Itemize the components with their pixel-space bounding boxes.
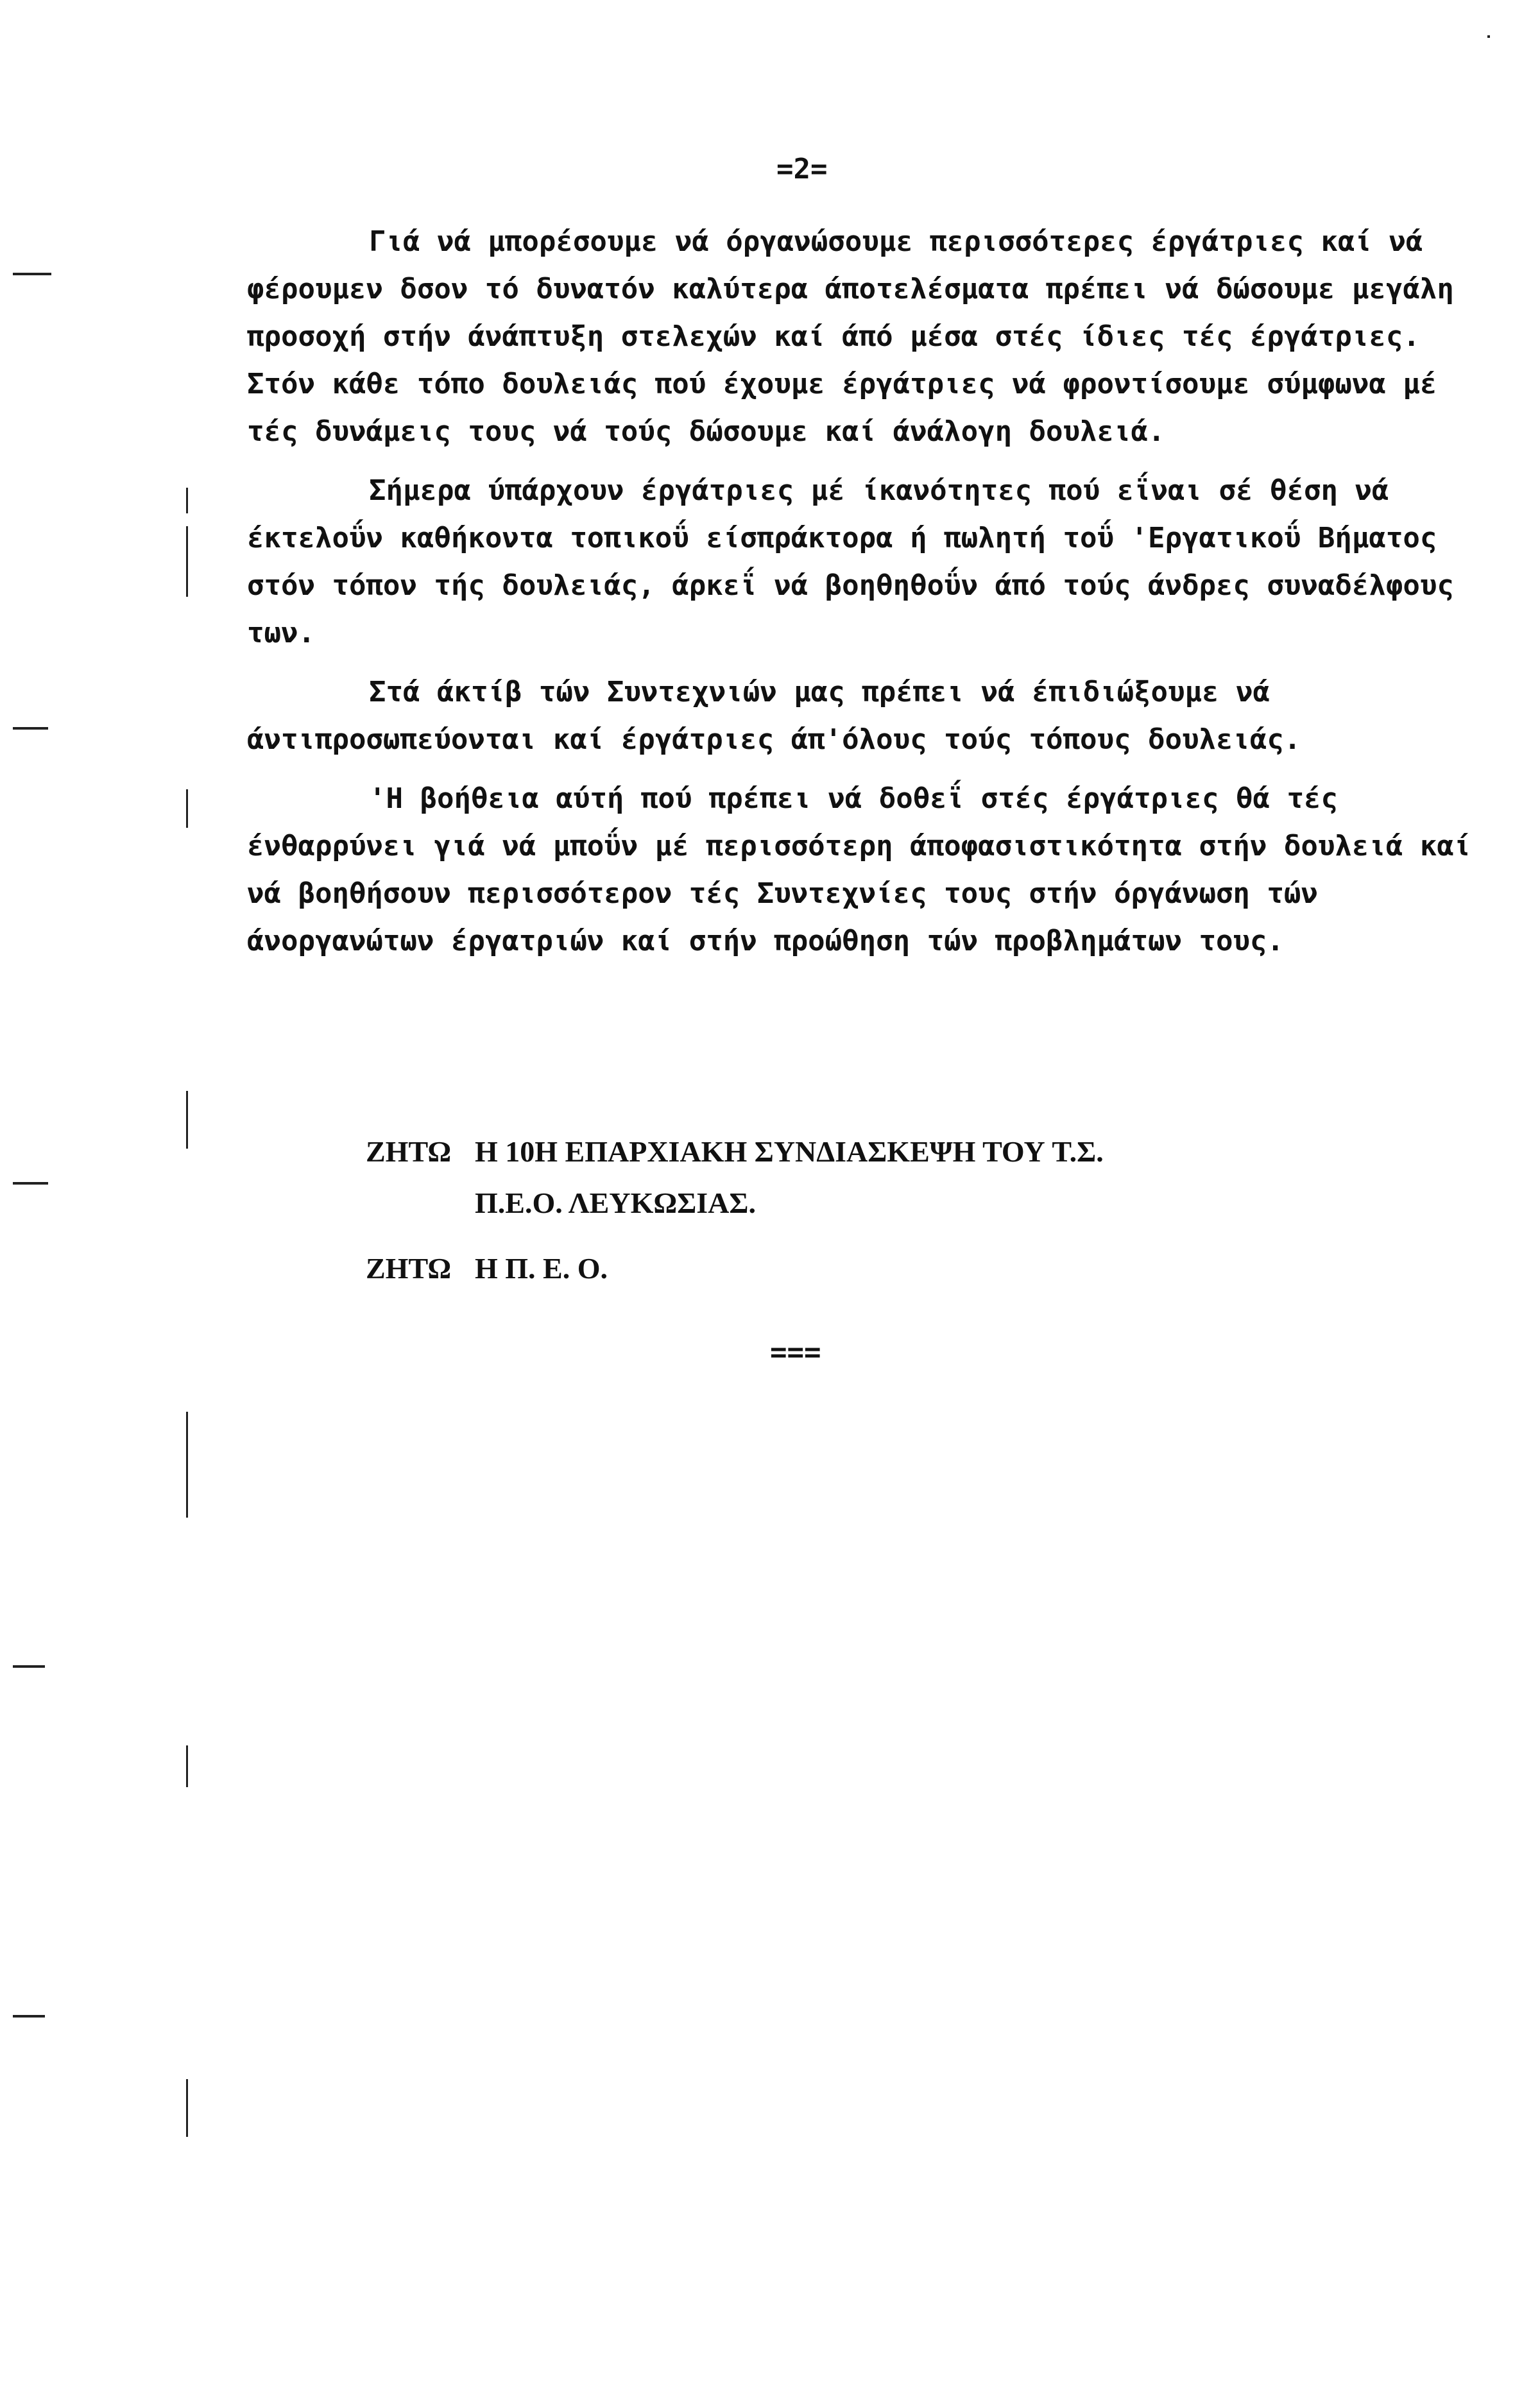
slogan-1-text: Η 10Η ΕΠΑΡΧΙΑΚΗ ΣΥΝΔΙΑΣΚΕΨΗ ΤΟΥ Τ.Σ. bbox=[475, 1135, 1104, 1168]
body-text bbox=[247, 218, 1505, 977]
slogan-1-continuation: Π.Ε.Ο. ΛΕΥΚΩΣΙΑΣ. bbox=[475, 1187, 756, 1219]
margin-dash-mark bbox=[13, 2015, 45, 2018]
margin-tick-mark bbox=[186, 789, 188, 828]
margin-tick-mark bbox=[186, 488, 188, 513]
margin-dash-mark bbox=[13, 1665, 45, 1668]
page-number: =2= bbox=[776, 153, 828, 185]
margin-dash-mark bbox=[13, 727, 48, 730]
slogans-block bbox=[366, 1126, 1104, 1294]
slogan-line-1 bbox=[366, 1126, 1104, 1178]
margin-dash-mark bbox=[13, 1182, 48, 1185]
margin-tick-mark bbox=[186, 1412, 188, 1518]
margin-dash-mark bbox=[13, 273, 51, 275]
slogan-line-2 bbox=[366, 1243, 1104, 1294]
paragraph-1: Γιά νά μπορέσουμε νά όργανώσουμε περισσότερες έργάτριες καί νά φέρουμεν δσον τό δυνατόν καλύτερα άποτελέσματα πρέπει νά δώσουμε μεγάλη προσοχή στήν άνάπτυξη στελεχών καί άπό μέσα στές ίδιες τές έργάτριες. Στόν κάθε τόπο δουλειάς πού έχουμε έργάτριες νά φροντίσουμε σύμφωνα μέ τές δυνάμεις τους νά τούς δώσουμε καί άνάλογη δουλειά. bbox=[247, 225, 1454, 448]
margin-tick-mark bbox=[186, 2079, 188, 2137]
paragraph-3: Στά άκτίβ τών Συντεχνιών μας πρέπει νά έπιδιώξουμε νά άντιπροσωπεύονται καί έργάτριες άπ'όλους τούς τόπους δουλειάς. bbox=[247, 676, 1301, 756]
slogan-2-text: Η Π. Ε. Ο. bbox=[475, 1252, 608, 1285]
margin-tick-mark bbox=[186, 1091, 188, 1149]
paragraph-4: 'Η βοήθεια αύτή πού πρέπει νά δοθεΐ στές έργάτριες θά τές ένθαρρύνει γιά νά μποΰν μέ περισσότερη άποφασιστικότητα στήν δουλειά καί νά βοηθήσουν περισσότερον τές Συντεχνίες τους στήν όργάνωση τών άνοργανώτων έργατριών καί στήν προώθηση τών προβλημάτων τους. bbox=[247, 782, 1471, 957]
margin-tick-mark bbox=[186, 1745, 188, 1787]
slogan-1-word: ΖΗΤΩ bbox=[366, 1135, 452, 1168]
margin-dot-mark bbox=[1487, 35, 1490, 38]
end-mark: === bbox=[770, 1336, 821, 1369]
slogan-2-word: ΖΗΤΩ bbox=[366, 1252, 452, 1285]
paragraph-2: Σήμερα ύπάρχουν έργάτριες μέ ίκανότητες πού εΐναι σέ θέση νά έκτελοΰν καθήκοντα τοπικοΰ είσπράκτορα ή πωλητή τοΰ 'Εργατικοΰ Βήματος στόν τόπον τής δουλειάς, άρκεΐ νά βοηθηθοΰν άπό τούς άνδρες συναδέλφους των. bbox=[247, 474, 1454, 649]
margin-tick-mark bbox=[186, 526, 188, 597]
